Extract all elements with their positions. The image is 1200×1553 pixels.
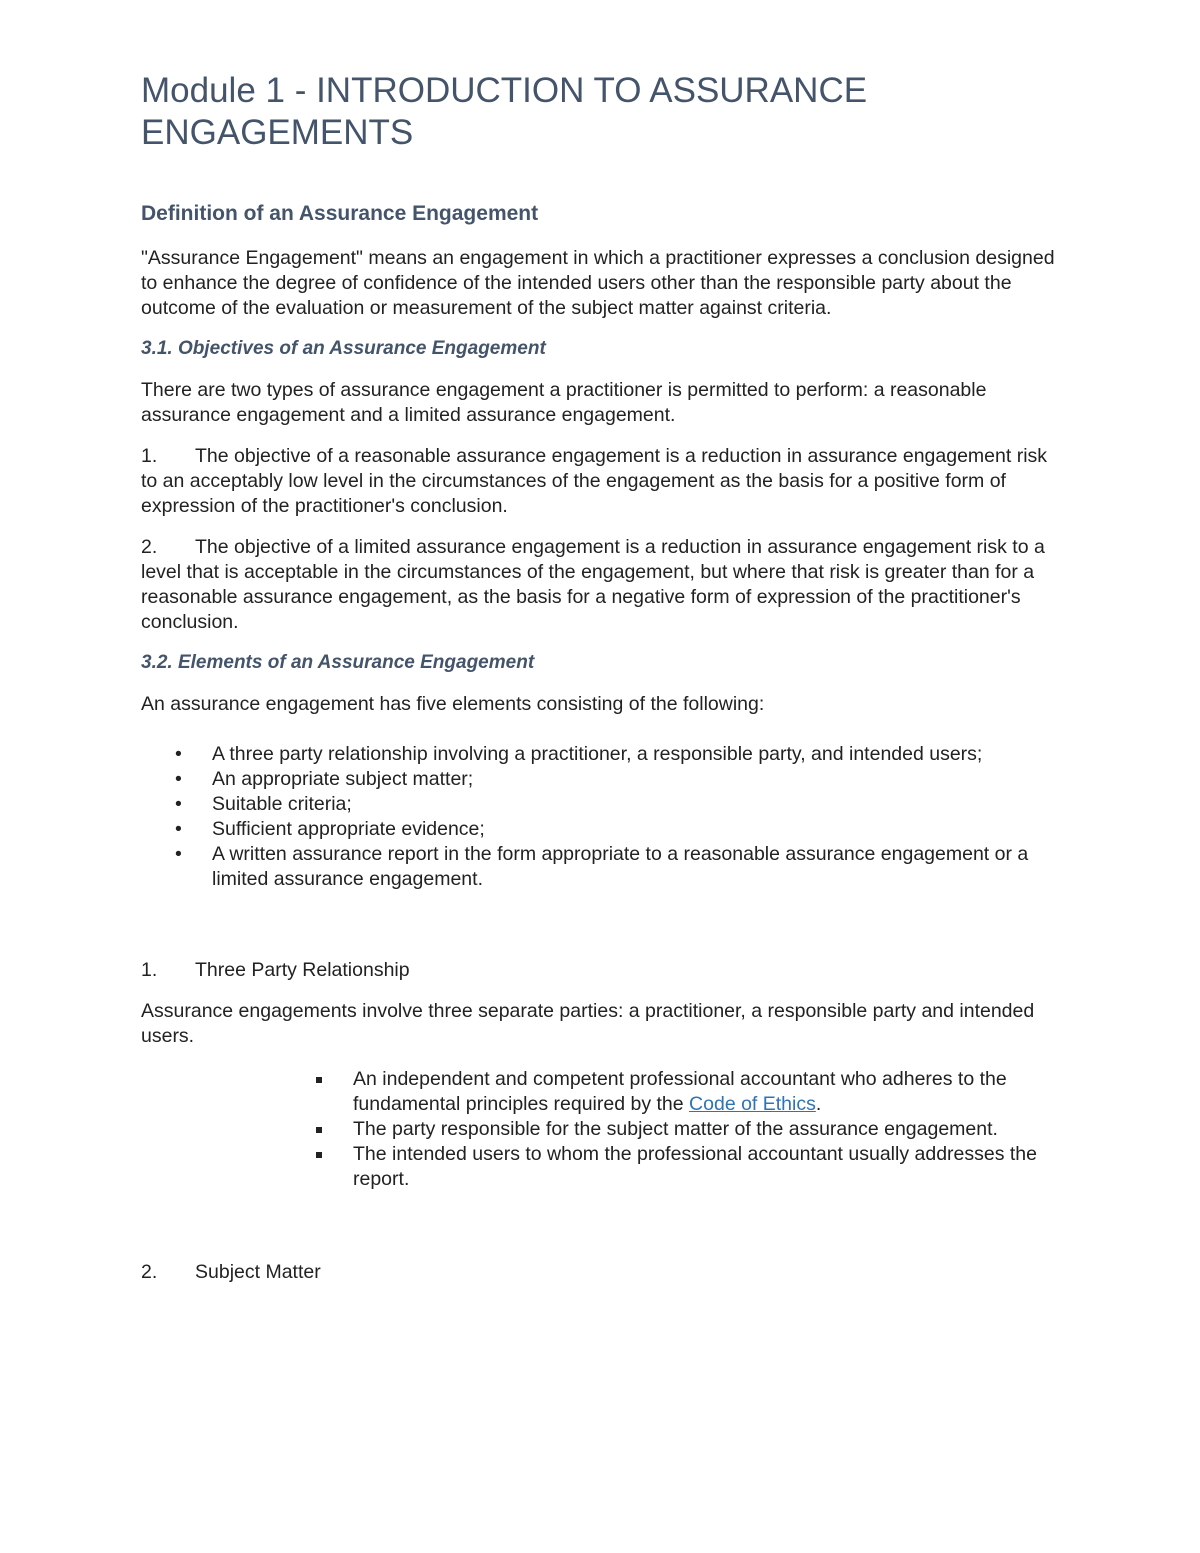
list-item: The party responsible for the subject matter of the assurance engagement. [311, 1117, 1066, 1142]
list-item: • A three party relationship involving a practitioner, a responsible party, and intended users; [175, 743, 983, 765]
square-bullet-icon [316, 1152, 322, 1158]
list-item: The intended users to whom the professional accountant usually addresses the report. [311, 1142, 1066, 1192]
document-title: Module 1 - INTRODUCTION TO ASSURANCE ENGAGEMENTS [141, 71, 868, 152]
elements-list [141, 742, 1066, 892]
bullet-icon: • [175, 768, 182, 790]
three-party-list [311, 1067, 1066, 1192]
objective-number: 2. [141, 536, 158, 558]
objectives-heading: 3.1. Objectives of an Assurance Engagement [141, 338, 546, 359]
three-party-intro: Assurance engagements involve three separate parties: a practitioner, a responsible party and intended users. [141, 1000, 1035, 1047]
definition-heading: Definition of an Assurance Engagement [141, 202, 539, 225]
bullet-icon: • [175, 818, 182, 840]
bullet-icon: • [175, 843, 182, 865]
section-label-subject-matter: 2. Subject Matter [141, 1261, 321, 1283]
elements-intro: An assurance engagement has five elements consisting of the following: [141, 693, 765, 715]
document-page [141, 70, 1066, 1301]
list-item: • Suitable criteria; [175, 793, 352, 815]
code-of-ethics-link[interactable]: Code of Ethics [689, 1093, 816, 1115]
objective-item [141, 535, 1066, 635]
list-item: • A written assurance report in the form appropriate to a reasonable assurance engagement or a limited assurance engagement. [175, 843, 1029, 890]
objective-item [141, 444, 1066, 519]
list-item: • Sufficient appropriate evidence; [175, 818, 485, 840]
objective-text: The objective of a limited assurance engagement is a reduction in assurance engagement risk to a level that is acceptable in the circumstances of the engagement, but where that risk is greater than for a reasonable assurance engagement, as the basis for a negative form of expression of the practitioner's conclusion. [141, 536, 1045, 633]
definition-text: "Assurance Engagement" means an engagement in which a practitioner expresses a conclusion designed to enhance the degree of confidence of the intended users other than the responsible party about the outcome of the evaluation or measurement of the subject matter against criteria. [141, 247, 1055, 319]
section-label-three-party: 1. Three Party Relationship [141, 959, 410, 981]
bullet-icon: • [175, 743, 182, 765]
objective-number: 1. [141, 445, 158, 467]
objective-text: The objective of a reasonable assurance engagement is a reduction in assurance engagement risk to an acceptably low level in the circumstances of the engagement as the basis for a positive form of expression of the practitioner's conclusion. [141, 445, 1048, 517]
elements-heading: 3.2. Elements of an Assurance Engagement [141, 652, 535, 673]
list-item: An independent and competent professional accountant who adheres to the fundamental principles required by the Code of Ethics. [311, 1067, 1066, 1117]
list-item: • An appropriate subject matter; [175, 768, 474, 790]
square-bullet-icon [316, 1077, 322, 1083]
objectives-intro: There are two types of assurance engagement a practitioner is permitted to perform: a reasonable assurance engagement and a limited assurance engagement. [141, 379, 987, 426]
square-bullet-icon [316, 1127, 322, 1133]
bullet-icon: • [175, 793, 182, 815]
